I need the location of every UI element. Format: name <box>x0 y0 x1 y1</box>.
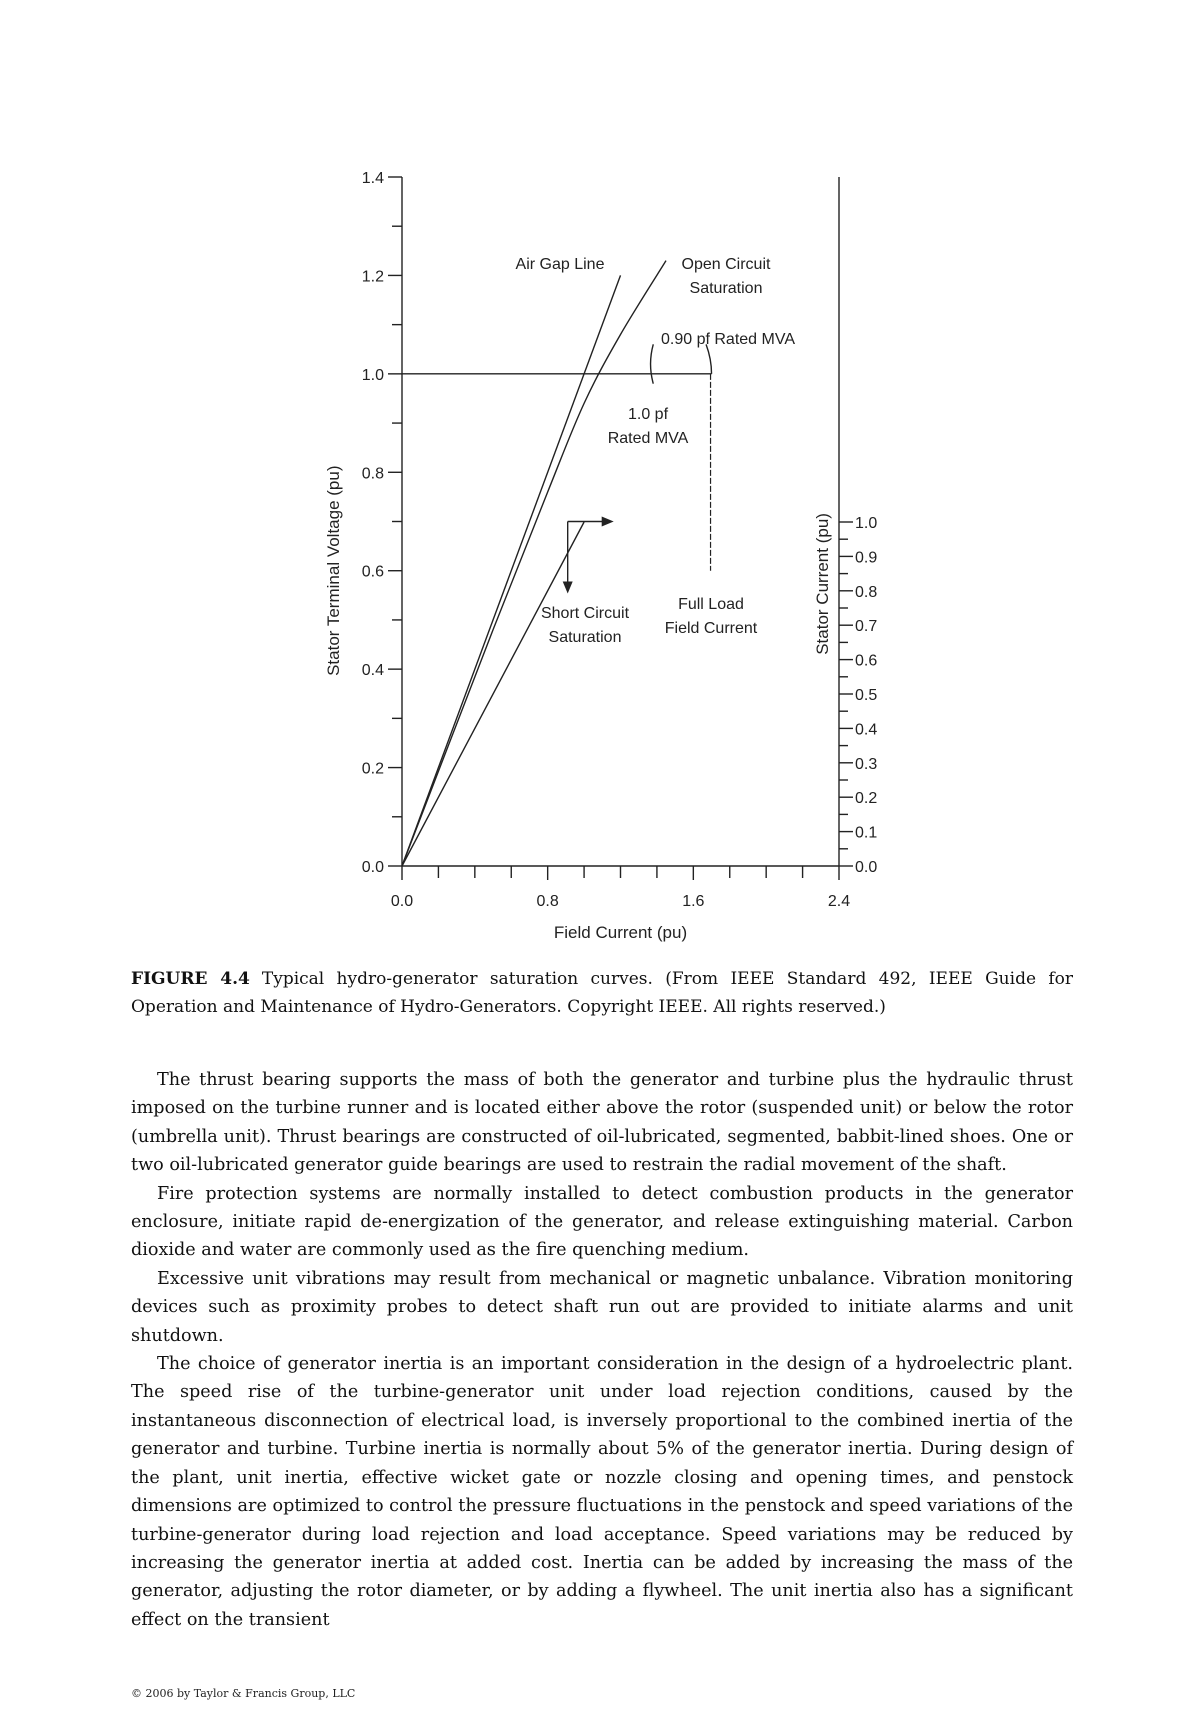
copyright-footer: © 2006 by Taylor & Francis Group, LLC <box>131 1687 356 1700</box>
pf10-label: Rated MVA <box>607 430 689 447</box>
y2-tick-label: 0.1 <box>855 824 878 842</box>
air-gap-label: Air Gap Line <box>515 256 605 273</box>
pf090-leader <box>706 344 711 374</box>
scc-arrow-right-head <box>602 517 614 527</box>
y2-tick-label: 0.8 <box>855 583 878 601</box>
y-tick-label: 0.4 <box>361 662 384 680</box>
figure-label: FIGURE 4.4 <box>131 969 250 989</box>
y2-tick-label: 0.7 <box>855 618 878 636</box>
pf10-leader <box>651 344 654 383</box>
x-tick-label: 2.4 <box>827 893 851 910</box>
y-tick-label: 0.6 <box>361 563 384 581</box>
paragraph: Fire protection systems are normally installed to detect combustion products in the generator enclosure, initiate rapid de-energization of the generator, and release extinguishing material. Carbon dioxide and water are commonly used as the fire quenching medium. <box>131 1183 1073 1261</box>
scc-label: Saturation <box>548 629 622 646</box>
y2-tick-label: 0.0 <box>855 859 878 876</box>
air-gap-line <box>402 275 621 866</box>
y2-tick-label: 0.3 <box>855 755 878 773</box>
body-text <box>131 1066 1073 1634</box>
y2-tick-label: 0.2 <box>855 790 878 808</box>
y2-tick-label: 0.4 <box>855 721 878 739</box>
y-tick-label: 1.4 <box>361 170 384 187</box>
scc-arrow-down-head <box>563 582 573 594</box>
x-tick-label: 0.8 <box>536 893 559 910</box>
chart-curves <box>402 261 666 866</box>
occ-label: Open Circuit <box>681 256 771 273</box>
x-tick-label: 1.6 <box>682 893 705 910</box>
paragraph: Excessive unit vibrations may result from mechanical or magnetic unbalance. Vibration monitoring devices such as proximity probes to detect shaft run out are provided to initiate alarms and unit shutdown. <box>131 1268 1073 1346</box>
scc-label: Short Circuit <box>540 605 630 622</box>
y2-tick-label: 0.5 <box>855 687 878 704</box>
flfc-label: Field Current <box>664 620 758 637</box>
short-circuit-saturation-line <box>402 522 584 866</box>
figure-caption-text: Typical hydro-generator saturation curves. (From IEEE Standard 492, IEEE Guide for Operation and Maintenance of Hydro-Generators. Copyright IEEE. All rights reserved.) <box>131 969 1073 1017</box>
flfc-label: Full Load <box>678 596 744 613</box>
paragraph: The thrust bearing supports the mass of both the generator and turbine plus the hydraulic thrust imposed on the turbine runner and is located either above the rotor (suspended unit) or below the rotor (umbrella unit). Thrust bearings are constructed of oil-lubricated, segmented, babbit-lined shoes. One or two oil-lubricated generator guide bearings are used to restrain the radial movement of the shaft. <box>131 1070 1073 1176</box>
y2-tick-label: 0.9 <box>855 549 878 567</box>
y2-axis-title: Stator Current (pu) <box>813 513 832 655</box>
y-axis-title: Stator Terminal Voltage (pu) <box>324 465 343 676</box>
figure-caption <box>131 965 1073 1021</box>
y-tick-label: 1.2 <box>361 268 384 286</box>
pf10-label: 1.0 pf <box>627 406 669 423</box>
pf090-label: 0.90 pf Rated MVA <box>661 331 795 348</box>
y2-tick-label: 1.0 <box>855 515 878 532</box>
y-tick-label: 1.0 <box>361 366 384 384</box>
x-axis-title: Field Current (pu) <box>553 923 688 942</box>
y-tick-label: 0.2 <box>361 760 384 778</box>
occ-label: Saturation <box>689 280 763 297</box>
y-tick-label: 0.8 <box>361 465 384 483</box>
chart-axes <box>388 177 853 880</box>
y2-tick-label: 0.6 <box>855 652 878 670</box>
y-tick-label: 0.0 <box>361 859 384 876</box>
open-circuit-saturation-curve <box>402 261 666 866</box>
chart-labels <box>324 170 877 942</box>
paragraph: The choice of generator inertia is an important consideration in the design of a hydroelectric plant. The speed rise of the turbine-generator unit under load rejection conditions, caused by the instantaneous disconnection of electrical load, is inversely proportional to the combined inertia of the generator and turbine. Turbine inertia is normally about 5% of the generator inertia. During design of the plant, unit inertia, effective wicket gate or nozzle closing and opening times, and penstock dimensions are optimized to control the pressure fluctuations in the penstock and speed variations of the turbine-generator during load rejection and load acceptance. Speed variations may be reduced by increasing the generator inertia at added cost. Inertia can be added by increasing the mass of the generator, adjusting the rotor diameter, or by adding a flywheel. The unit inertia also has a significant effect on the transient <box>131 1354 1073 1630</box>
x-tick-label: 0.0 <box>390 893 414 910</box>
